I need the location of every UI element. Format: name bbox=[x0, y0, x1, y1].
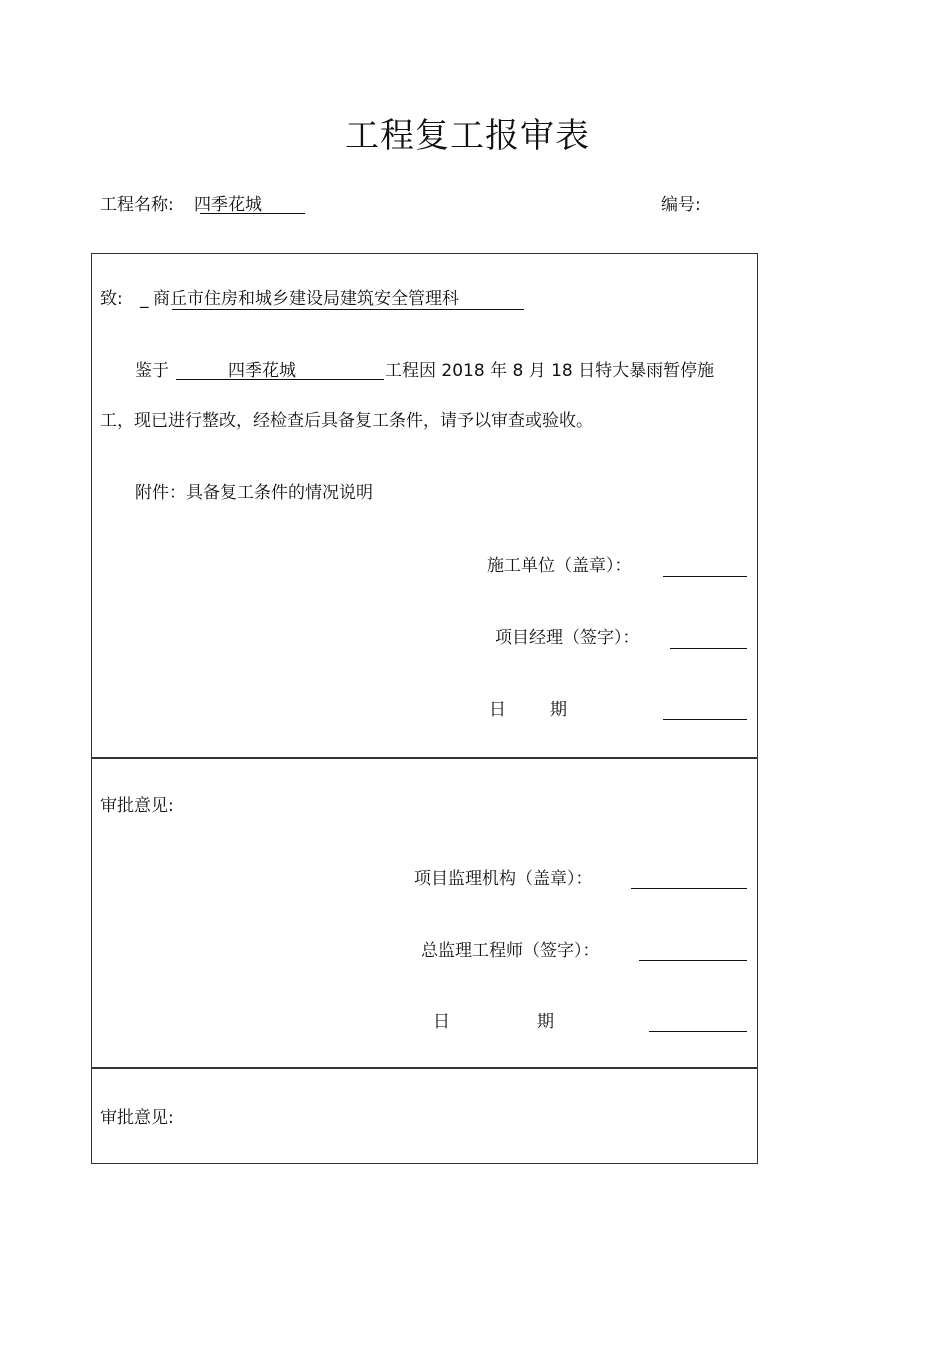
construction-unit-label: 施工单位（盖章）： bbox=[487, 556, 632, 576]
chief-engineer-label: 总监理工程师（签字）： bbox=[421, 941, 600, 961]
date-label-part1: 日 bbox=[489, 700, 506, 720]
project-name-underline bbox=[200, 213, 305, 214]
project-name-value: 四季花城 bbox=[194, 195, 262, 215]
attachment-text: 附件：具备复工条件的情况说明 bbox=[135, 483, 373, 503]
date-label-part2: 期 bbox=[550, 700, 567, 720]
project-manager-label: 项目经理（签字）： bbox=[495, 628, 640, 648]
project-name-label: 工程名称: bbox=[100, 195, 174, 215]
body-line2: 工，现已进行整改，经检查后具备复工条件，请予以审查或验收。 bbox=[100, 411, 593, 431]
approval-label: 审批意见: bbox=[100, 1108, 174, 1128]
owner-approval-section bbox=[91, 1067, 758, 1164]
recipient-value: 商丘市住房和城乡建设局建筑安全管理科 bbox=[153, 289, 459, 309]
to-label: 致: bbox=[100, 289, 123, 309]
recipient-underline bbox=[172, 309, 524, 310]
approval-label: 审批意见: bbox=[100, 796, 174, 816]
body-prefix: 鉴于 bbox=[135, 361, 169, 381]
number-label: 编号: bbox=[661, 195, 701, 215]
construction-unit-field bbox=[663, 576, 747, 577]
date-label-part2: 期 bbox=[537, 1012, 554, 1032]
chief-engineer-field bbox=[639, 960, 747, 961]
date-label-part1: 日 bbox=[433, 1012, 450, 1032]
body-line1: 工程因 2018 年 8 月 18 日特大暴雨暂停施 bbox=[385, 361, 715, 381]
supervision-section bbox=[91, 757, 758, 1069]
page-title: 工程复工报审表 bbox=[345, 116, 590, 156]
body-project-value: 四季花城 bbox=[228, 361, 296, 381]
date-field bbox=[663, 719, 747, 720]
application-section bbox=[91, 253, 758, 759]
project-manager-field bbox=[670, 648, 747, 649]
supervision-org-label: 项目监理机构（盖章）： bbox=[414, 869, 593, 889]
supervision-org-field bbox=[631, 888, 747, 889]
date-field bbox=[649, 1031, 747, 1032]
to-prefix: _ bbox=[140, 289, 149, 309]
